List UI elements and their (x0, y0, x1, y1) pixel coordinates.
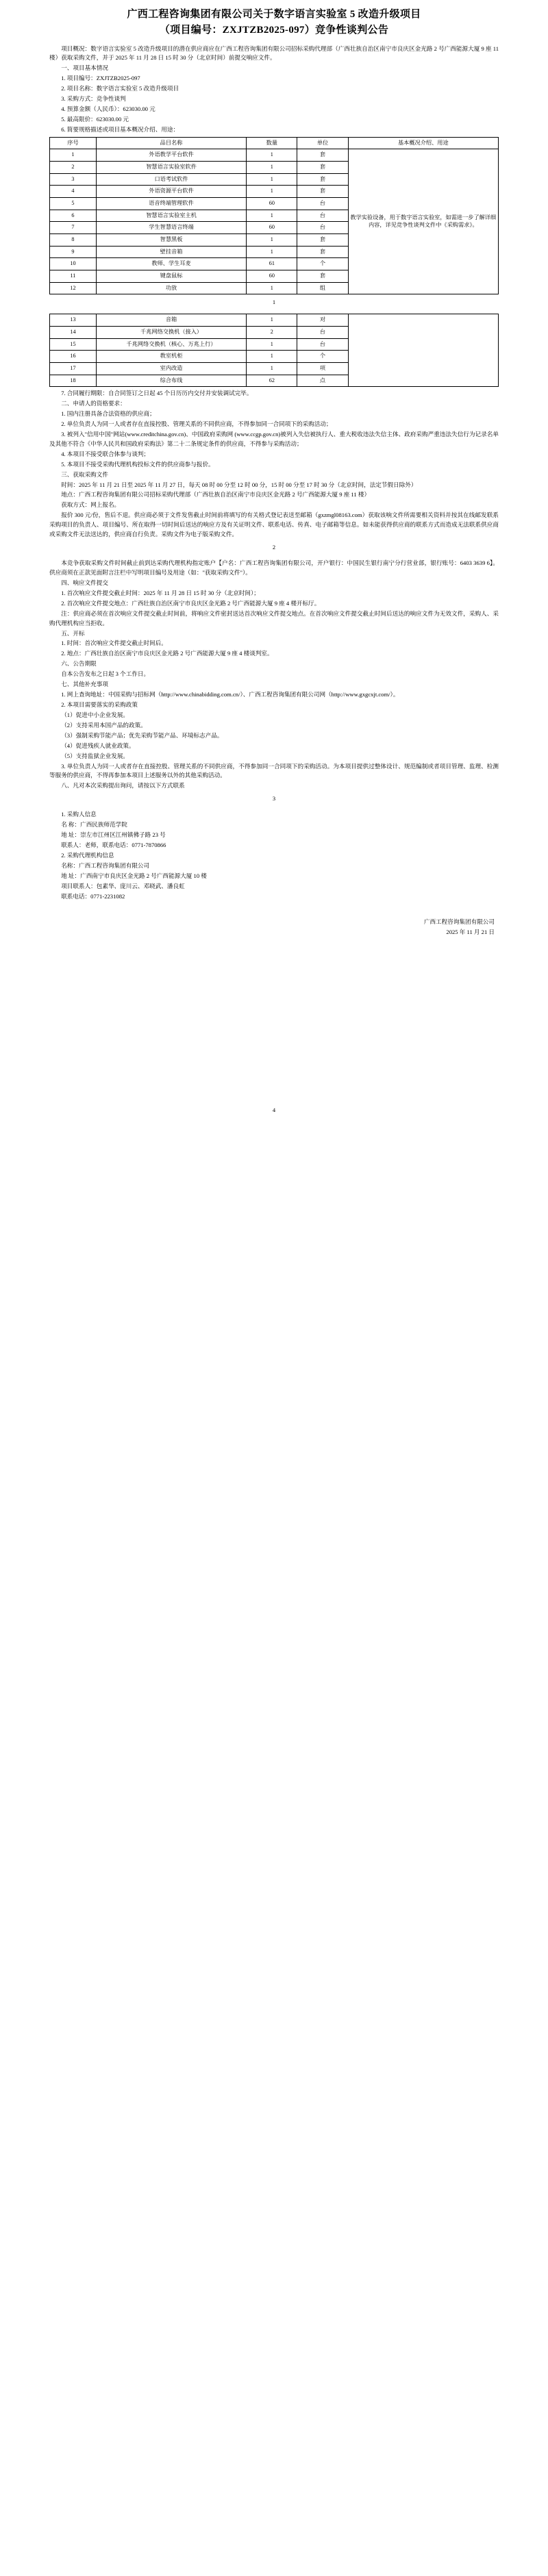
cell-qty: 60 (247, 270, 297, 283)
section-1-item-3: 3. 采购方式：竞争性谈判 (61, 95, 126, 103)
project-overview: 项目概况：数字语言实验室 5 改造升级项目的潜在供应商应在广西工程咨询集团有限公司招标采购代理部（广西壮族自治区南宁市良庆区金光路 2 号广西能源大厦 9 座 11 楼）获取采购文件，并于 2025 年 11 月 28 日 15 时 30 分（北京时间）前提交响应文件。 (49, 45, 499, 62)
document-page (0, 0, 548, 1113)
document-title-line1: 广西工程咨询集团有限公司关于数字语言实验室 5 改造升级项目 (127, 9, 421, 20)
table-header-row (50, 137, 499, 149)
policy-1: （1）促进中小企业发展。 (61, 711, 129, 718)
cell-unit: 套 (297, 186, 348, 198)
header-item-name: 品目名称 (96, 137, 246, 149)
document-title-line2: （项目编号：ZXJTZB2025-097）竞争性谈判公告 (159, 25, 389, 36)
cell-qty: 60 (247, 222, 297, 234)
section-2-item-1: 1. 国内注册具备合法资格的供应商； (61, 410, 155, 418)
table-row (50, 314, 499, 327)
cell-no: 13 (50, 314, 97, 327)
cell-name: 外语教学平台软件 (96, 149, 246, 162)
agency-heading: 2. 采购代理机构信息 (61, 851, 114, 859)
cell-name: 键盘鼠标 (96, 270, 246, 283)
section-4-item-2: 2. 首次响应文件提交地点：广西壮族自治区南宁市良庆区金光路 2 号广西能源大厦 9 座 4 楼开标厅。 (61, 599, 321, 607)
cell-qty: 1 (247, 314, 297, 327)
purchaser-heading: 1. 采购人信息 (61, 811, 97, 818)
agency-address: 地 址：广西南宁市良庆区金光路 2 号广西能源大厦 10 楼 (61, 872, 207, 879)
cell-unit: 套 (297, 234, 348, 247)
header-no: 序号 (50, 137, 97, 149)
cell-no: 10 (50, 258, 97, 270)
cell-name: 千兆网络交换机（核心、万兆上行） (96, 338, 246, 351)
cell-unit: 对 (297, 314, 348, 327)
policy-5: （5）支持监狱企业发展。 (61, 752, 129, 759)
cell-unit: 个 (297, 351, 348, 363)
cell-qty: 1 (247, 149, 297, 162)
section-7-heading: 七、其他补充事项 (61, 681, 108, 688)
cell-qty: 2 (247, 326, 297, 338)
signature-org: 广西工程咨询集团有限公司 (423, 918, 495, 925)
cell-qty: 61 (247, 258, 297, 270)
cell-unit: 台 (297, 198, 348, 210)
policy-4: （4）促进残疾人就业政策。 (61, 742, 135, 749)
payment-account-note: 本竞争获取采购文件时间截止前到达采购代理机构指定账户【户名：广西工程咨询集团有限公司，开户银行：中国民生银行南宁分行营业部，银行账号：6403 3639 6】。供应商须在正款见面附言注栏中写明项目编号及用途（如："获取采购文件"）。 (49, 559, 499, 577)
cell-name: 教师、学生耳麦 (96, 258, 246, 270)
section-1-item-6: 6. 简要规格描述或项目基本概况介绍、用途： (61, 125, 179, 133)
cell-no: 17 (50, 362, 97, 375)
cell-qty: 1 (247, 362, 297, 375)
cell-name: 音箱 (96, 314, 246, 327)
policy-3: （3）强制采购节能产品；优先采购节能产品、环境标志产品。 (61, 731, 223, 739)
section-2-item-4: 4. 本项目不接受联合体参与谈判； (61, 450, 150, 457)
section-4-note: 注：供应商必须在首次响应文件提交截止时间前，将响应文件密封送达首次响应文件提交地点。在首次响应文件提交截止时间后送达的响应文件为无效文件，采购人、采购代理机构应当拒收。 (49, 609, 499, 627)
cell-no: 4 (50, 186, 97, 198)
cell-unit: 项 (297, 362, 348, 375)
acquire-time: 时间：2025 年 11 月 21 日至 2025 年 11 月 27 日，每天 08 时 00 分至 12 时 00 分，15 时 00 分至 17 时 30 分（北京时间，法定节假日除外） (61, 481, 417, 488)
cell-unit: 套 (297, 149, 348, 162)
cell-no: 8 (50, 234, 97, 247)
goods-table-part1 (49, 137, 499, 295)
cell-name: 智慧语言实验室主机 (96, 210, 246, 222)
section-2-item-5: 5. 本项目不接受采购代理机构投标文件的供应商参与报价。 (61, 460, 214, 468)
section-6-heading: 六、公告期限 (61, 660, 97, 668)
cell-no: 11 (50, 270, 97, 283)
section-2-item-3: 3. 被列入"信用中国"网站(www.creditchina.gov.cn)、中国政府采购网 (www.ccgp.gov.cn)被列入失信被执行人、重大税收违法失信主体、政府采购严重违法失信行为记录名单及其他不符合《中华人民共和国政府采购法》第二十二条规定条件的供应商，不得参与采购活动； (49, 430, 499, 447)
section-8-heading: 八、凡对本次采购提出询问，请按以下方式联系 (61, 782, 185, 790)
cell-no: 9 (50, 246, 97, 258)
page-number-1: 1 (272, 299, 276, 306)
section-1-item-2: 2. 项目名称：数字语言实验室 5 改造升级项目 (61, 85, 179, 92)
cell-qty: 1 (247, 282, 297, 294)
page-number-2: 2 (272, 544, 276, 551)
section-6-item-1: 自本公告发布之日起 3 个工作日。 (61, 670, 150, 678)
cell-qty: 1 (247, 338, 297, 351)
cell-qty: 1 (247, 351, 297, 363)
section-2-heading: 二、申请人的资格要求： (61, 400, 126, 407)
cell-description-empty (348, 314, 498, 387)
cell-name: 智慧黑板 (96, 234, 246, 247)
section-1-item-1: 1. 项目编号：ZXJTZB2025-097 (61, 75, 140, 82)
section-5-item-1: 1. 时间：首次响应文件提交截止时间后。 (61, 640, 167, 647)
cell-name: 功放 (96, 282, 246, 294)
policy-2: （2）支持采用本国产品的政策。 (61, 721, 147, 729)
agency-phone: 联系电话：0771-2231082 (61, 892, 125, 900)
cell-qty: 1 (247, 173, 297, 186)
cell-no: 3 (50, 173, 97, 186)
cell-unit: 台 (297, 338, 348, 351)
header-unit: 单位 (297, 137, 348, 149)
cell-qty: 62 (247, 375, 297, 387)
section-1-item-4: 4. 预算金额（人民币）：623030.00 元 (61, 105, 155, 113)
header-qty: 数量 (247, 137, 297, 149)
cell-name: 教室机柜 (96, 351, 246, 363)
agency-name: 名称：广西工程咨询集团有限公司 (61, 861, 150, 869)
cell-no: 14 (50, 326, 97, 338)
cell-no: 15 (50, 338, 97, 351)
acquire-method-body: 报价 300 元/份，售后不退。供应商必须于文件发售截止时间前将填写的有关格式登记表送至邮箱（gxzmgl08163.com）获取该响文件所需要相关资料并按其在线邮发联系采购项目的负责人、项目编号、所在取得一切时间后送达的响应方及有关证明文件、联系电话、传真、电子邮箱等信息。如未能获得供应商的联系方式而造成无法联系供应商或采购文件无法送达的，供应商自行负责。采购文件为电子版采购文件。 (49, 512, 499, 538)
cell-qty: 1 (247, 162, 297, 174)
cell-unit: 套 (297, 162, 348, 174)
cell-unit: 套 (297, 270, 348, 283)
cell-name: 口语考试软件 (96, 173, 246, 186)
section-5-heading: 五、开标 (61, 629, 85, 637)
cell-no: 5 (50, 198, 97, 210)
contact-block (49, 810, 499, 901)
purchaser-contact: 联系人：老师，联系电话：0771-7870866 (61, 842, 166, 849)
section-1-item-5: 5. 最高限价：623030.00 元 (61, 115, 129, 123)
cell-name: 语音终端管理软件 (96, 198, 246, 210)
cell-unit: 套 (297, 173, 348, 186)
cell-unit: 组 (297, 282, 348, 294)
cell-name: 千兆网络交换机（接入） (96, 326, 246, 338)
cell-no: 7 (50, 222, 97, 234)
cell-no: 16 (50, 351, 97, 363)
cell-no: 12 (50, 282, 97, 294)
cell-no: 18 (50, 375, 97, 387)
cell-name: 综合布线 (96, 375, 246, 387)
page-number-3: 3 (272, 795, 276, 803)
header-desc: 基本概况介绍、用途 (348, 137, 498, 149)
page-number-4: 4 (272, 1106, 276, 1113)
contract-period: 7. 合同履行期限：自合同签订之日起 45 个日历历内交付并安装调试完毕。 (61, 390, 253, 397)
cell-unit: 台 (297, 326, 348, 338)
section-5-item-2: 2. 地点：广西壮族自治区南宁市良庆区金光路 2 号广西能源大厦 9 座 4 楼谈判室。 (61, 650, 273, 657)
cell-qty: 1 (247, 186, 297, 198)
section-7-item-3: 3. 单位负责人为同一人或者存在直接控股、管理关系的不同供应商，不得参加同一合同项下的采购活动。为本项目提供过整体设计、规范编制或者项目管理、监理、检测等服务的供应商，不得再参加本项目上述服务以外的其他采购活动。 (49, 762, 499, 779)
cell-name: 学生智慧语言终端 (96, 222, 246, 234)
goods-table-part2 (49, 314, 499, 387)
cell-unit: 个 (297, 258, 348, 270)
cell-name: 外语资源平台软件 (96, 186, 246, 198)
acquire-place: 地点：广西工程咨询集团有限公司招标采购代理部（广西壮族自治区南宁市良庆区金光路 2 号广西能源大厦 9 座 11 楼） (61, 491, 371, 498)
document-body (0, 40, 548, 1113)
cell-no: 2 (50, 162, 97, 174)
acquire-method-title: 获取方式：网上报名。 (61, 501, 121, 509)
table-row (50, 149, 499, 162)
section-4-heading: 四、响应文件提交 (61, 579, 108, 586)
cell-name: 智慧语言实验室软件 (96, 162, 246, 174)
cell-qty: 1 (247, 246, 297, 258)
cell-qty: 1 (247, 234, 297, 247)
section-3-heading: 三、获取采购文件 (61, 470, 108, 478)
cell-name: 室内改造 (96, 362, 246, 375)
section-2-item-2: 2. 单位负责人为同一人或者存在直接控股、管理关系的不同供应商，不得参加同一合同项下的采购活动； (61, 420, 332, 428)
signature-date: 2025 年 11 月 21 日 (446, 929, 495, 936)
cell-name: 壁挂音箱 (96, 246, 246, 258)
cell-unit: 台 (297, 222, 348, 234)
cell-description: 教学实验设备，用于数字语言实验室，如需进一步了解详细内容，详见竞争性谈判文件中《采购需求》。 (348, 149, 498, 294)
signature-block (49, 917, 499, 938)
cell-no: 1 (50, 149, 97, 162)
agency-project-contact: 项目联系人：包素华、庞川云、邓晓武、潘良虹 (61, 882, 185, 889)
purchaser-name: 名 称：广西民族师范学院 (61, 821, 127, 829)
section-7-item-1: 1. 网上查询地址：中国采购与招标网（http://www.chinabidding.com.cn/）、广西工程咨询集团有限公司网（http://www.gxgcxjt.com/）。 (61, 691, 399, 698)
cell-unit: 点 (297, 375, 348, 387)
section-1-heading: 一、项目基本情况 (61, 64, 108, 72)
purchaser-address: 地 址：崇左市江州区江州镇佛子路 23 号 (61, 831, 166, 839)
cell-unit: 台 (297, 210, 348, 222)
cell-unit: 套 (297, 246, 348, 258)
cell-no: 6 (50, 210, 97, 222)
bottom-spacer (49, 938, 499, 1102)
document-title (0, 0, 548, 40)
cell-qty: 1 (247, 210, 297, 222)
section-4-item-1: 1. 首次响应文件提交截止时间：2025 年 11 月 28 日 15 时 30 分（北京时间）； (61, 589, 260, 596)
section-7-item-2: 2. 本项目需要落实的采购政策 (61, 701, 138, 708)
cell-qty: 60 (247, 198, 297, 210)
